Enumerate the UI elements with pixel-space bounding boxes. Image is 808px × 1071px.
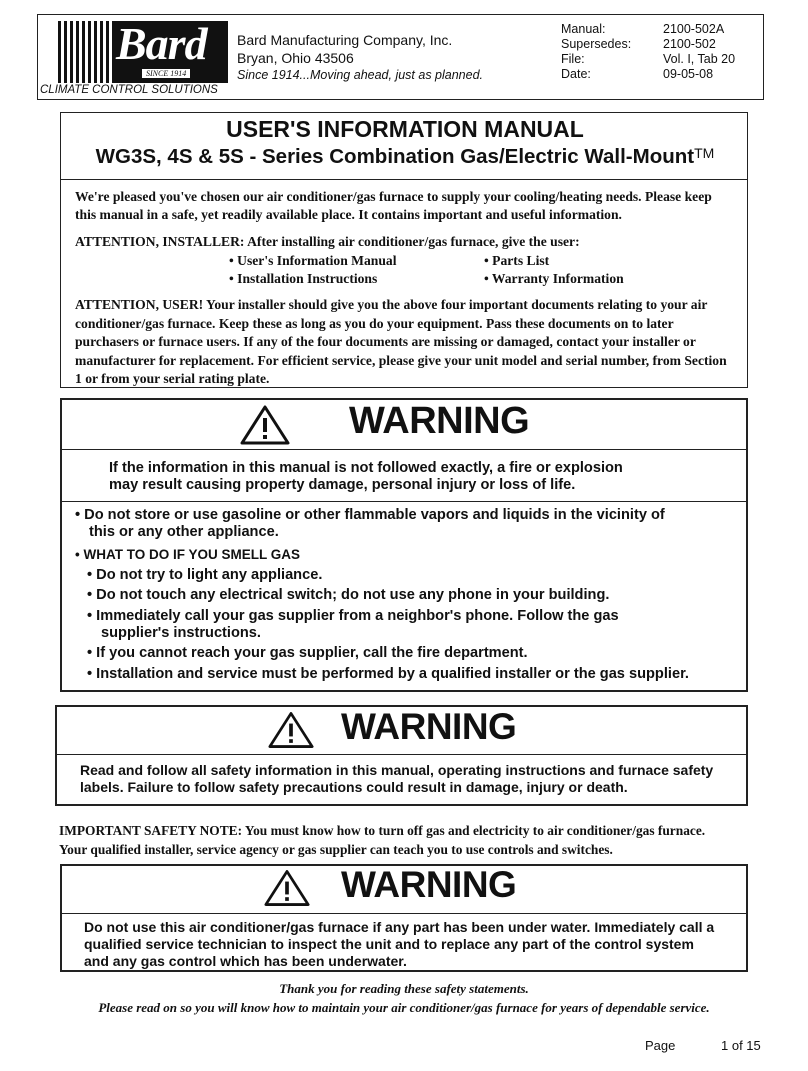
closing-statement — [20, 979, 788, 1017]
trademark: TM — [694, 145, 715, 161]
page-number: 1 of 15 — [721, 1038, 761, 1053]
doc-item: • Installation Instructions — [229, 271, 378, 286]
warning-lead-line: If the information in this manual is not followed exactly, a fire or explosion — [109, 460, 623, 476]
company-city: Bryan, Ohio 43506 — [237, 50, 354, 66]
company-address — [237, 31, 452, 67]
warning-lead-line: may result causing property damage, personal injury or loss of life. — [109, 477, 576, 493]
logo-since: SINCE 1914 — [142, 69, 190, 78]
user-attention-paragraph: ATTENTION, USER! Your installer should give you the above four important documents relating to your air conditioner/gas furnace. Keep these as long as you do your equipment. Pass these documents on to later purchasers or furnace users. If any of the four documents are missing or damaged, contact your installer or manufacturer for replacement. For efficient service, please give your unit model and serial number, from Section 1 or from your serial rating plate. — [75, 297, 727, 386]
gas-step: • Do not try to light any appliance. — [87, 567, 323, 583]
doc-item: • User's Information Manual — [229, 253, 397, 268]
doc-item: • Parts List — [484, 253, 550, 268]
warning-text-line: Do not use this air conditioner/gas furnace if any part has been under water. Immediately call a — [84, 919, 715, 935]
warning-text — [84, 919, 714, 970]
bard-logo — [38, 15, 230, 99]
warning-text-line: and any gas control which has been underwater. — [84, 953, 407, 969]
page-subtitle — [60, 145, 750, 169]
warning-divider — [61, 501, 747, 502]
read-on-line: Please read on so you will know how to maintain your air conditioner/gas furnace for years of dependable service. — [98, 1000, 710, 1015]
logo-wordmark: Bard — [116, 18, 207, 69]
meta-row-file — [561, 52, 735, 67]
warning-divider — [61, 449, 747, 450]
warning-text — [80, 762, 713, 796]
warning-text-line: qualified service technician to inspect the unit and to replace any part of the control system — [84, 936, 694, 952]
page-title: USER'S INFORMATION MANUAL — [226, 116, 584, 142]
warning-divider — [56, 754, 747, 755]
meta-value: 09-05-08 — [663, 67, 714, 81]
meta-row-date — [561, 67, 735, 82]
company-name: Bard Manufacturing Company, Inc. — [237, 32, 453, 48]
meta-label: Supersedes: — [561, 37, 632, 51]
subtitle-text: WG3S, 4S & 5S - Series Combination Gas/Electric Wall-Mount — [95, 145, 695, 168]
warning-text-line: Read and follow all safety information in this manual, operating instructions and furnace safety — [80, 762, 714, 778]
safety-note-line: Your qualified installer, service agency or gas supplier can teach you to use controls and switches. — [59, 842, 613, 857]
smell-gas-heading: • WHAT TO DO IF YOU SMELL GAS — [75, 547, 300, 562]
manual-meta — [561, 22, 735, 82]
meta-value: 2100-502 — [663, 37, 716, 51]
warning-title: WARNING — [341, 706, 517, 747]
safety-note — [59, 821, 705, 859]
meta-row-supersedes — [561, 37, 735, 52]
gas-step-cont: supplier's instructions. — [101, 625, 261, 641]
warning-triangle-icon — [268, 711, 314, 749]
bullet-flammable: • Do not store or use gasoline or other flammable vapors and liquids in the vicinity of — [75, 507, 665, 523]
bullet-flammable-cont: this or any other appliance. — [89, 524, 279, 540]
company-slogan: Since 1914...Moving ahead, just as planned. — [237, 68, 484, 82]
gas-step: • If you cannot reach your gas supplier, call the fire department. — [87, 645, 528, 661]
installer-note: ATTENTION, INSTALLER: After installing air conditioner/gas furnace, give the user: — [75, 234, 580, 249]
meta-label: File: — [561, 52, 585, 66]
doc-item: • Warranty Information — [484, 271, 624, 286]
meta-row-manual — [561, 22, 735, 37]
safety-note-line: IMPORTANT SAFETY NOTE: You must know how to turn off gas and electricity to air conditioner/gas furnace. — [59, 823, 706, 838]
warning-triangle-icon — [240, 405, 290, 445]
meta-value: 2100-502A — [663, 22, 725, 36]
meta-label: Date: — [561, 67, 591, 81]
intro-paragraph: We're pleased you've chosen our air conditioner/gas furnace to supply your cooling/heating needs. Please keep this manual in a safe, yet readily available place. It contains important and useful information. — [75, 189, 712, 222]
warning-text-line: labels. Failure to follow safety precautions could result in damage, injury or death. — [80, 779, 628, 795]
gas-step: • Do not touch any electrical switch; do not use any phone in your building. — [87, 587, 610, 603]
warning-title: WARNING — [341, 864, 517, 905]
gas-step: • Installation and service must be performed by a qualified installer or the gas supplier. — [87, 666, 689, 682]
meta-value: Vol. I, Tab 20 — [663, 52, 736, 66]
logo-tagline: CLIMATE CONTROL SOLUTIONS — [40, 84, 218, 96]
warning-title: WARNING — [349, 400, 530, 442]
warning-lead — [109, 460, 623, 494]
page-label: Page — [645, 1038, 676, 1053]
thanks-line: Thank you for reading these safety statements. — [279, 981, 529, 996]
warning-divider — [61, 913, 747, 914]
meta-label: Manual: — [561, 22, 606, 36]
warning-triangle-icon — [264, 869, 310, 907]
title-divider — [61, 179, 747, 180]
gas-step: • Immediately call your gas supplier from a neighbor's phone. Follow the gas — [87, 608, 619, 624]
